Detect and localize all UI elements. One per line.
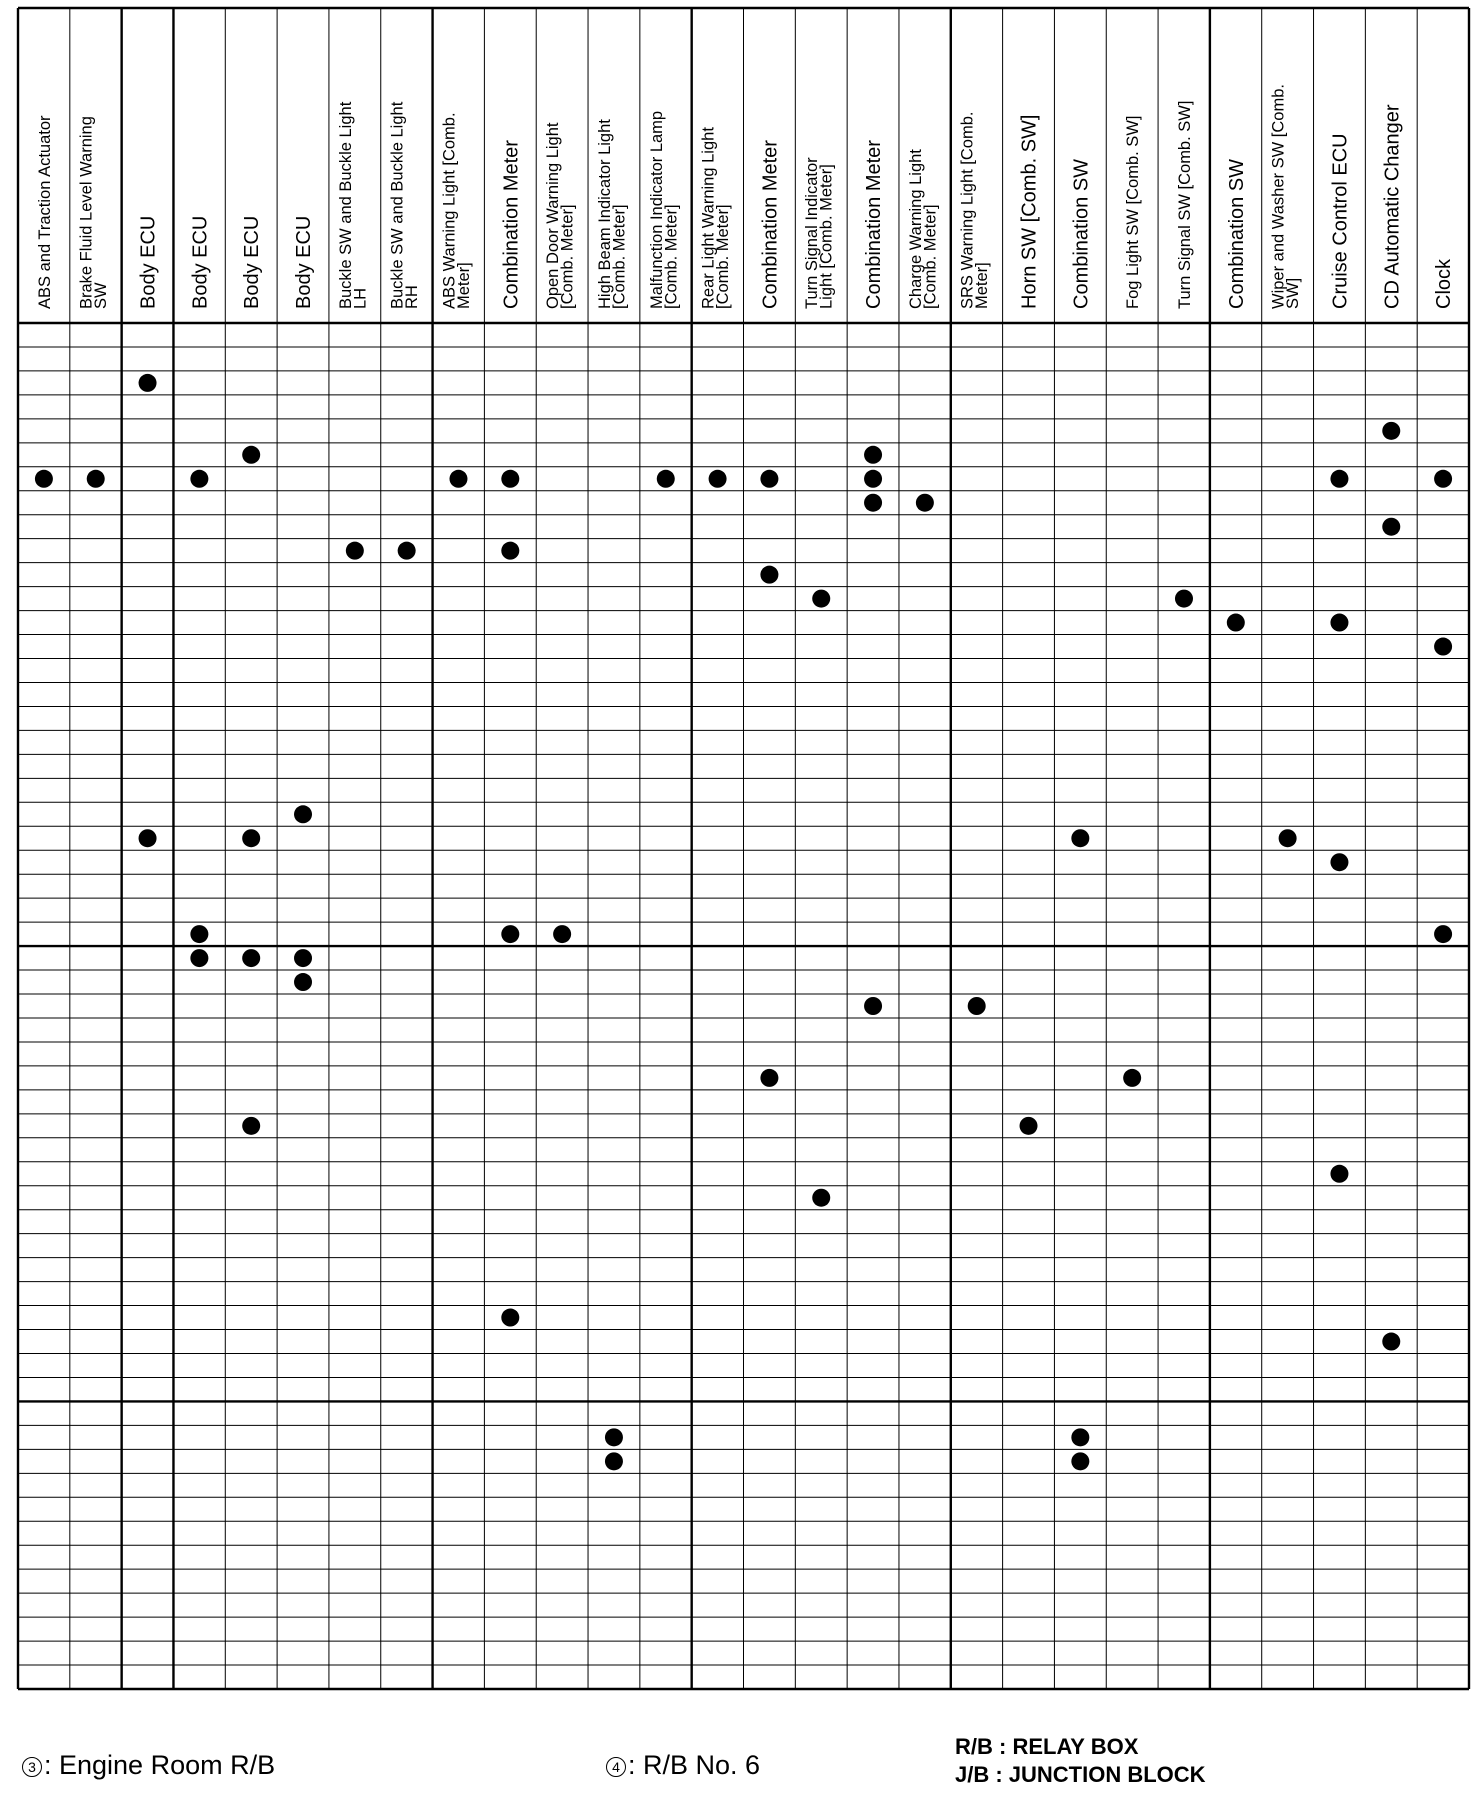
column-header-label: Malfunction Indicator Lamp[Comb. Meter] — [647, 110, 681, 309]
column-header-label: Rear Light Warning Light[Comb. Meter] — [699, 127, 733, 309]
connection-dot — [242, 1117, 260, 1135]
column-header — [1329, 133, 1351, 309]
column-header — [803, 157, 836, 309]
column-header-label: ABS Warning Light [Comb.Meter] — [440, 112, 473, 309]
connection-dot — [242, 446, 260, 464]
column-header-label: Combination Meter — [863, 140, 886, 309]
column-header — [700, 127, 733, 309]
connection-dot — [294, 973, 312, 991]
column-header — [440, 112, 473, 309]
connection-dot — [294, 805, 312, 823]
column-header — [500, 140, 522, 309]
connection-dot — [864, 446, 882, 464]
connection-dot — [501, 542, 519, 560]
column-header-label: Buckle SW and Buckle LightRH — [388, 101, 422, 309]
column-header — [138, 216, 160, 309]
connection-dot — [1071, 1428, 1089, 1446]
connection-dot — [864, 470, 882, 488]
connection-dot — [1382, 1333, 1400, 1351]
column-header-label: Body ECU — [189, 215, 212, 309]
legend-abbreviations — [955, 1733, 1206, 1789]
connection-dot — [1175, 590, 1193, 608]
legend-junction-block: J/B : JUNCTION BLOCK — [955, 1762, 1206, 1787]
connection-dot — [605, 1428, 623, 1446]
connection-dot — [864, 494, 882, 512]
legend-engine-room-rb — [22, 1750, 275, 1781]
connection-dot — [35, 470, 53, 488]
connection-dot — [709, 470, 727, 488]
circled-number-4: 4 — [606, 1757, 626, 1777]
column-header-label: Combination Meter — [759, 140, 782, 309]
legend-engine-room-rb-text: : Engine Room R/B — [44, 1750, 276, 1780]
column-header — [389, 101, 422, 309]
connection-dot — [760, 1069, 778, 1087]
connection-dot — [916, 494, 934, 512]
connection-dot — [1434, 925, 1452, 943]
connection-dot — [242, 949, 260, 967]
legend-relay-box: R/B : RELAY BOX — [955, 1734, 1139, 1759]
circled-number-3: 3 — [22, 1757, 42, 1777]
column-header-label: ABS and Traction Actuator — [35, 115, 54, 309]
connection-dot — [501, 1309, 519, 1327]
column-header — [337, 101, 370, 309]
column-header-label: Brake Fluid Level WarningSW — [77, 116, 111, 309]
column-header-label: Fog Light SW [Comb. SW] — [1124, 115, 1143, 309]
connection-dot — [553, 925, 571, 943]
connection-dot — [449, 470, 467, 488]
column-header-label: Combination SW — [1070, 158, 1093, 309]
connection-dot — [1279, 829, 1297, 847]
column-header — [959, 112, 992, 309]
connection-dot — [1330, 614, 1348, 632]
column-header — [293, 216, 315, 309]
connection-dot — [1382, 422, 1400, 440]
column-header — [759, 140, 781, 309]
connection-dot — [87, 470, 105, 488]
column-header — [648, 111, 681, 309]
connection-dot — [812, 1189, 830, 1207]
connection-dot — [968, 997, 986, 1015]
column-header-label: Turn Signal IndicatorLight [Comb. Meter] — [803, 157, 836, 309]
connection-dot — [1071, 1452, 1089, 1470]
column-header — [78, 116, 111, 309]
column-header — [241, 216, 263, 309]
legend-rb-no6 — [606, 1750, 760, 1781]
column-header-label: Charge Warning Light[Comb. Meter] — [906, 149, 940, 309]
connection-dot — [346, 542, 364, 560]
column-header — [36, 115, 54, 309]
column-header — [1019, 115, 1041, 309]
connection-dot — [242, 829, 260, 847]
column-header-label: Body ECU — [241, 215, 264, 309]
connection-dot — [1020, 1117, 1038, 1135]
column-header — [1070, 159, 1092, 309]
connection-dot — [1330, 1165, 1348, 1183]
connection-dot — [1434, 638, 1452, 656]
column-header-label: Buckle SW and Buckle LightLH — [336, 101, 370, 309]
connection-dot — [1434, 470, 1452, 488]
column-header-label: Wiper and Washer SW [Comb.SW] — [1269, 84, 1303, 309]
column-header — [596, 119, 629, 309]
column-header-label: CD Automatic Changer — [1381, 104, 1404, 309]
column-header — [1226, 159, 1248, 309]
connection-dot — [760, 566, 778, 584]
column-header — [1381, 104, 1403, 309]
connection-dot — [501, 470, 519, 488]
connection-dot — [139, 829, 157, 847]
column-header-label: Body ECU — [137, 215, 160, 309]
column-header — [544, 122, 577, 309]
connection-dot — [501, 925, 519, 943]
column-header — [1124, 116, 1142, 309]
column-header — [1176, 101, 1194, 309]
connection-dot — [1382, 518, 1400, 536]
column-header-label: Combination SW — [1225, 158, 1248, 309]
connection-dot — [812, 590, 830, 608]
connection-dot — [760, 470, 778, 488]
connection-dot — [1227, 614, 1245, 632]
column-header-label: Horn SW [Comb. SW] — [1018, 114, 1041, 309]
column-header-label: Combination Meter — [500, 140, 523, 309]
column-header-label: High Beam Indicator Light[Comb. Meter] — [595, 119, 629, 309]
column-header-label: Open Door Warning Light[Comb. Meter] — [544, 122, 577, 309]
connection-dot — [1123, 1069, 1141, 1087]
column-header-label: Cruise Control ECU — [1329, 133, 1352, 309]
connection-dot — [294, 949, 312, 967]
connection-dot — [139, 374, 157, 392]
column-header-label: Turn Signal SW [Comb. SW] — [1175, 100, 1194, 309]
connection-dot — [190, 470, 208, 488]
column-header — [907, 149, 940, 309]
connection-dot — [864, 997, 882, 1015]
connection-dot — [1330, 853, 1348, 871]
connection-dot — [1071, 829, 1089, 847]
column-header-label: Body ECU — [293, 215, 316, 309]
connection-dot — [190, 925, 208, 943]
column-header — [1270, 84, 1303, 309]
column-header — [1433, 258, 1455, 309]
column-header-label: Clock — [1433, 258, 1456, 309]
connection-dot — [657, 470, 675, 488]
connection-dot — [1330, 470, 1348, 488]
legend-rb-no6-text: : R/B No. 6 — [628, 1750, 761, 1780]
column-header — [863, 140, 885, 309]
column-header-label: SRS Warning Light [Comb.Meter] — [958, 111, 992, 309]
connection-dot — [398, 542, 416, 560]
connection-dot — [605, 1452, 623, 1470]
connection-dot — [190, 949, 208, 967]
column-header — [189, 216, 211, 309]
